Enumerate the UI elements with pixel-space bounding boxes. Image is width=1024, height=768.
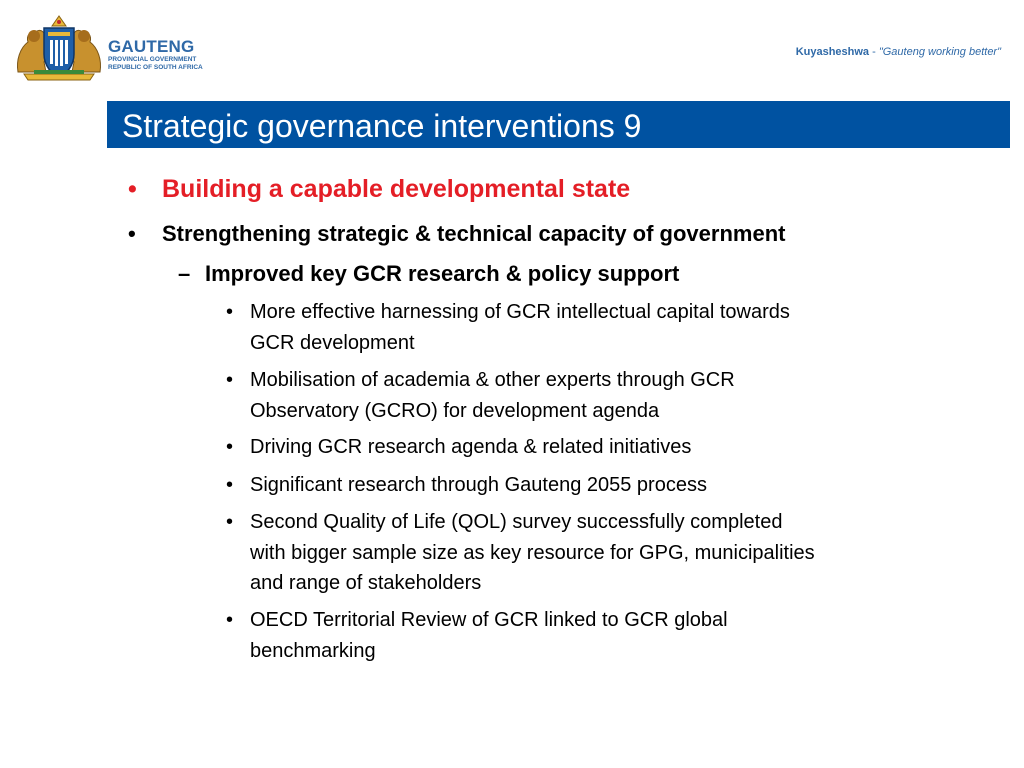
tagline-brand: Kuyasheshwa: [795, 46, 870, 58]
bullet-2-line-2: Observatory (GCRO) for development agenda: [250, 400, 660, 422]
bullet-symbol: •: [128, 221, 136, 246]
logo-name: GAUTENG: [108, 37, 195, 56]
bullet-5-line-1: Second Quality of Life (QOL) survey successfully completed: [250, 511, 783, 533]
heading-1: Building a capable developmental state: [162, 175, 631, 203]
bullet-1-line-2: GCR development: [250, 332, 415, 354]
subheading: Improved key GCR research & policy support: [205, 261, 680, 286]
bullet-5-line-3: and range of stakeholders: [250, 572, 482, 594]
heading-2: Strengthening strategic & technical capacity of government: [162, 221, 786, 246]
bullet-2-line-1: Mobilisation of academia & other experts through GCR: [250, 369, 735, 391]
dash-symbol: –: [178, 261, 191, 286]
bullet-6-symbol: •: [226, 609, 234, 631]
bullet-6-line-2: benchmarking: [250, 640, 376, 662]
tagline-separator: -: [869, 46, 879, 58]
bullet-5-symbol: •: [226, 511, 234, 533]
bullet-1-line-1: More effective harnessing of GCR intellectual capital towards: [250, 301, 790, 323]
bullet-3-symbol: •: [226, 436, 234, 458]
bullet-6-line-1: OECD Territorial Review of GCR linked to GCR global: [250, 609, 728, 631]
bullet-4-line-1: Significant research through Gauteng 2055 process: [250, 474, 707, 496]
bullet-3-line-1: Driving GCR research agenda & related initiatives: [250, 436, 692, 458]
logo-subtitle-2: REPUBLIC OF SOUTH AFRICA: [108, 63, 203, 71]
bullet-5-line-2: with bigger sample size as key resource for GPG, municipalities: [250, 542, 815, 564]
slide-title: Strategic governance interventions 9: [122, 108, 642, 144]
subheading-dash: [178, 260, 190, 288]
heading-1-row: [128, 174, 137, 204]
heading-2-bullet: [128, 220, 136, 248]
bullet-1-symbol: •: [226, 301, 234, 323]
bullet-symbol: •: [128, 175, 137, 203]
bullet-2-symbol: •: [226, 369, 234, 391]
bullet-4-symbol: •: [226, 474, 234, 496]
logo-subtitle-1: PROVINCIAL GOVERNMENT: [108, 56, 197, 63]
tagline-slogan: "Gauteng working better": [878, 46, 1001, 58]
